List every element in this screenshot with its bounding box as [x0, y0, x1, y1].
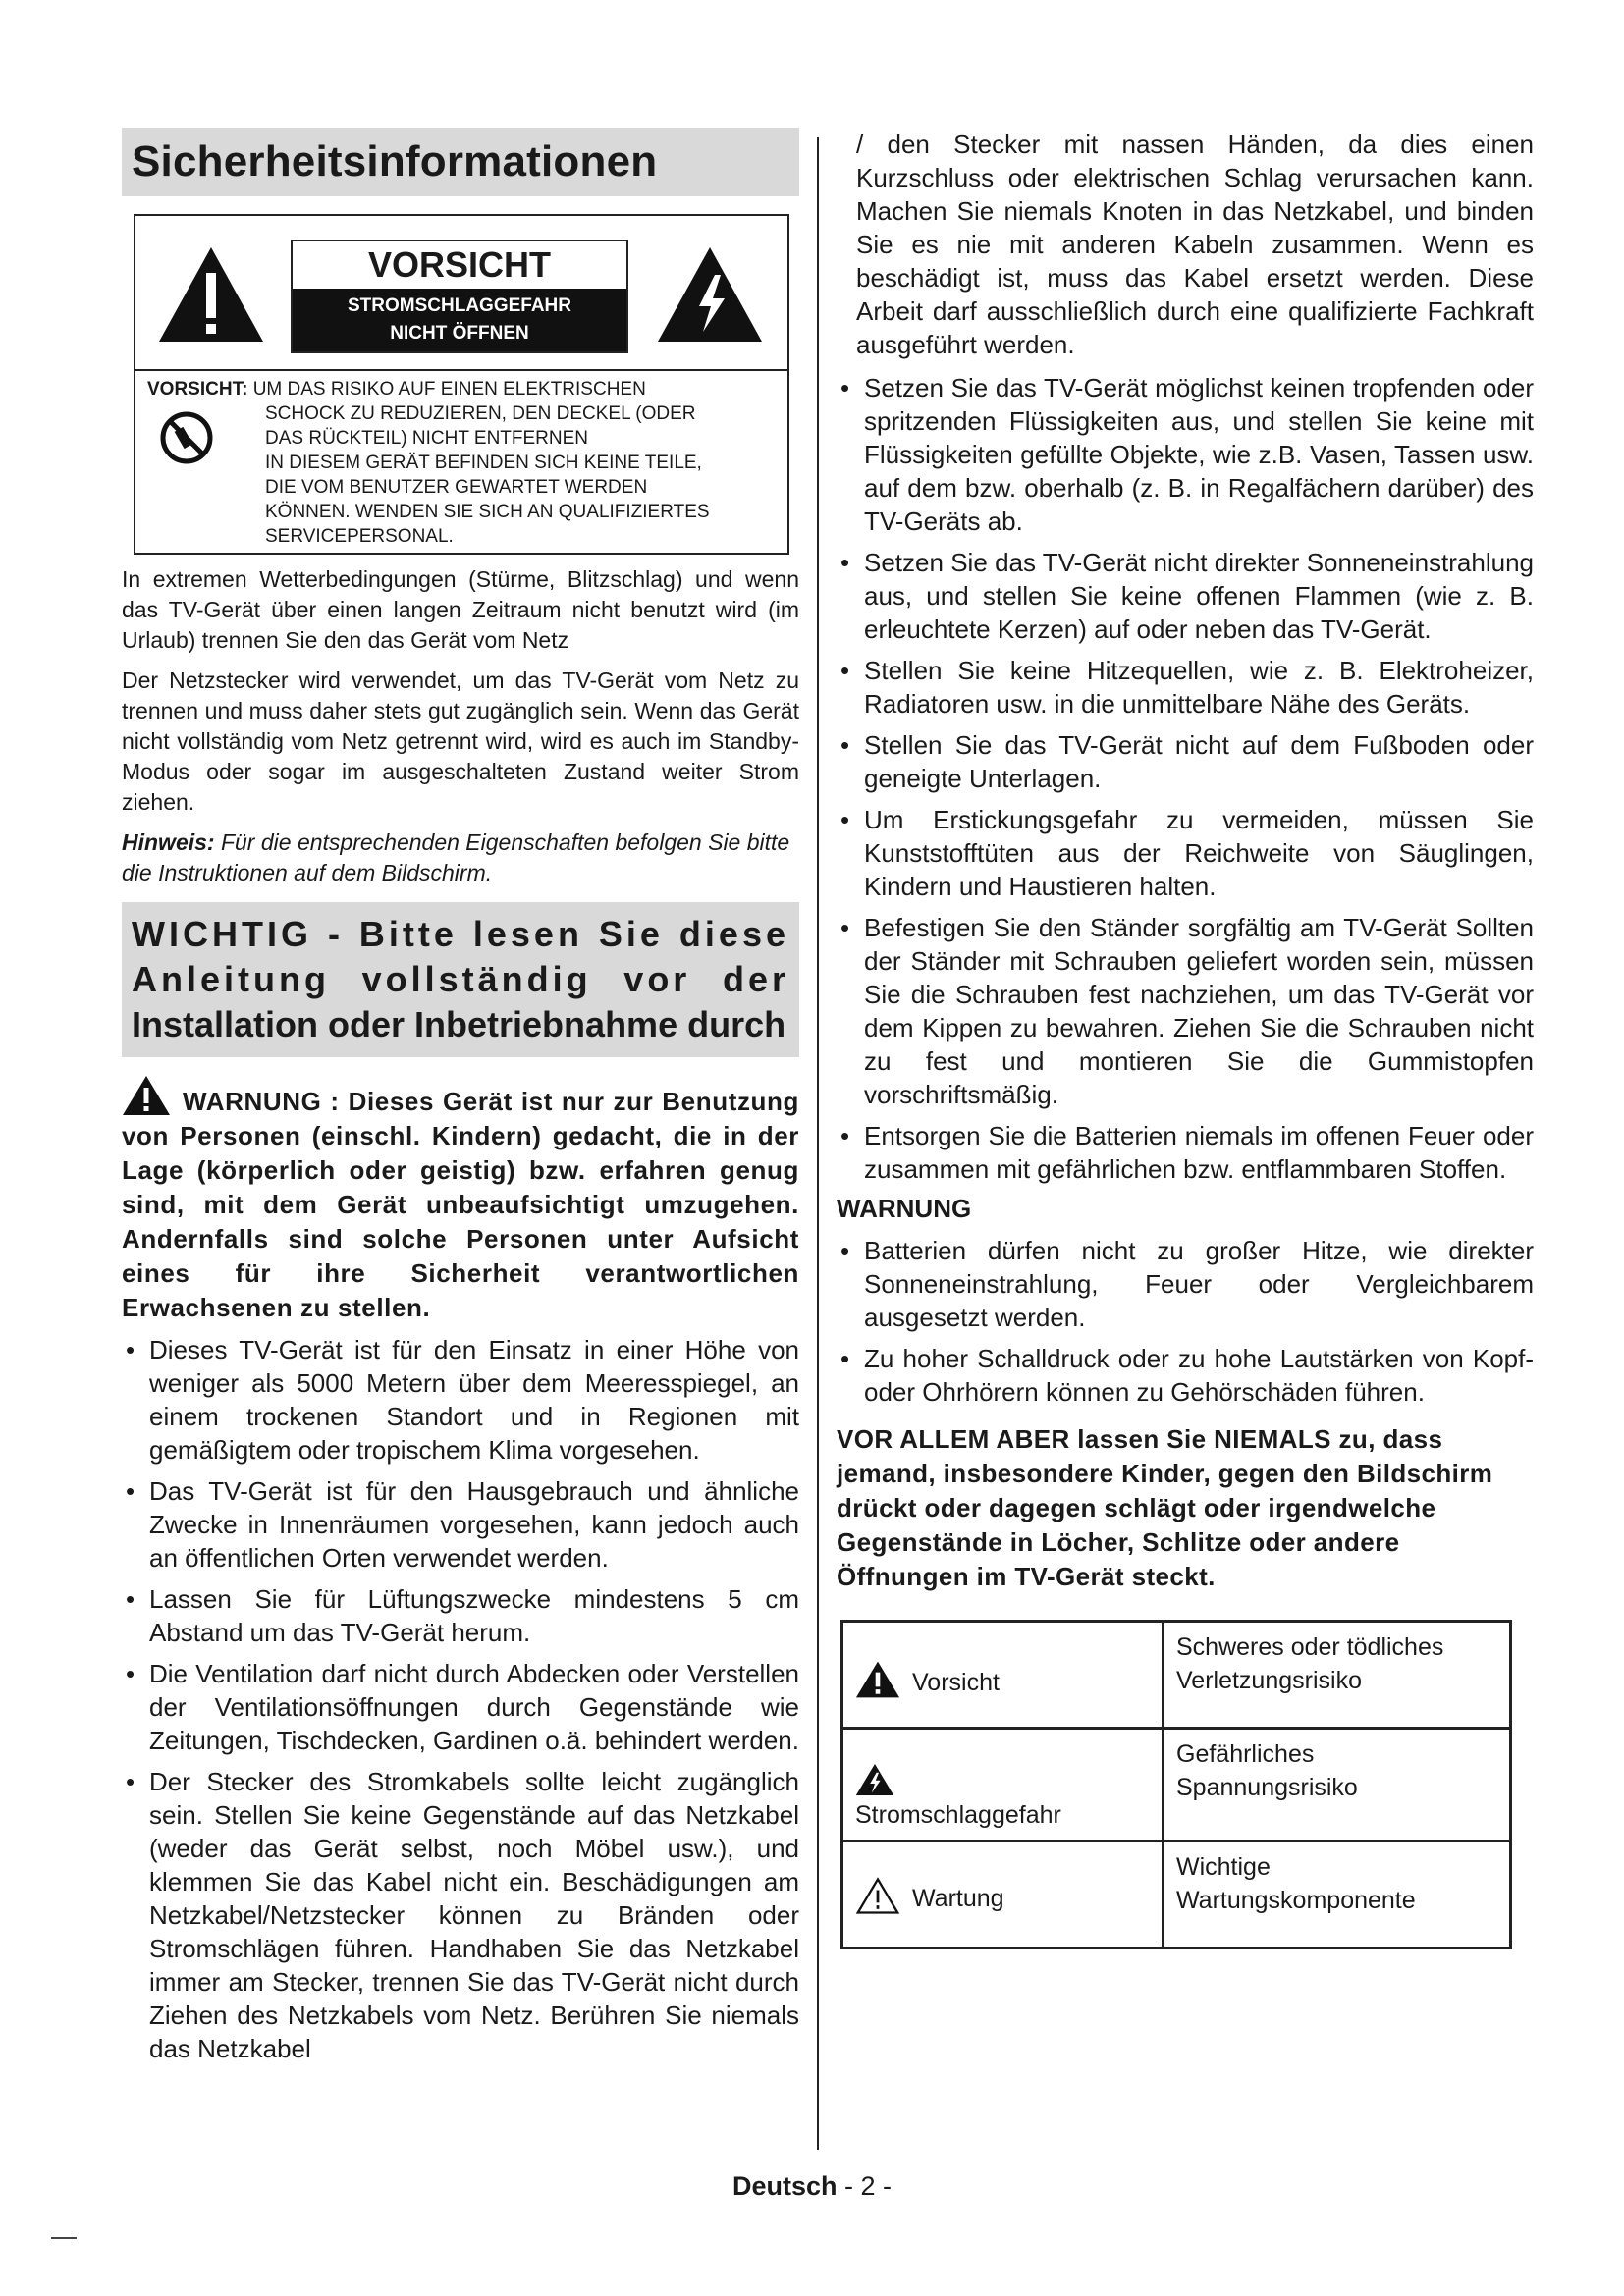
- page-number: - 2 -: [837, 2171, 893, 2201]
- legend-label: Vorsicht: [912, 1669, 1000, 1696]
- important-line-1: WICHTIG - Bitte lesen Sie diese: [132, 914, 789, 954]
- list-item: • Stellen Sie das TV-Gerät nicht auf dem Fußboden oder geneigte Unterlagen.: [837, 728, 1534, 795]
- electric-shock-triangle-icon: [855, 1761, 894, 1798]
- warning-heading: WARNUNG: [837, 1194, 972, 1223]
- warning-triangle-filled-icon: [855, 1660, 900, 1699]
- list-item: • Befestigen Sie den Ständer sorgfältig am TV-Gerät Sollten der Ständer mit Schrauben geliefert worden sein, müssen Sie die Schrauben fest nachziehen, um das TV-Gerät vor dem Kippen zu bewahren. Ziehen Sie die Schrauben nicht zu fest und montieren Sie die Gummistopfen vorschriftsmäßig.: [837, 911, 1534, 1111]
- list-item: • Batterien dürfen nicht zu großer Hitze, wie direkter Sonneneinstrahlung, Feuer oder Vergleichbarem ausgesetzt werden.: [837, 1234, 1534, 1334]
- legend-desc-line-1: Wichtige: [1176, 1853, 1271, 1881]
- list-item: • Um Erstickungsgefahr zu vermeiden, müssen Sie Kunststofftüten aus der Reichweite von Säuglingen, Kindern und Haustieren halten.: [837, 803, 1534, 903]
- vorsicht-subtitle: [293, 289, 626, 351]
- warning-triangle-icon: [122, 1075, 171, 1116]
- caution-box-top: [135, 216, 787, 371]
- table-row: [842, 1729, 1511, 1842]
- legend-symbol-cell: [842, 1622, 1164, 1729]
- note-label: Hinweis:: [122, 829, 215, 855]
- caution-box: [134, 214, 789, 555]
- vorsicht-title: VORSICHT: [367, 244, 551, 285]
- column-divider: [817, 137, 819, 2150]
- final-warning: VOR ALLEM ABER lassen Sie NIEMALS zu, dass jemand, insbesondere Kinder, gegen den Bildschirm drückt oder dagegen schlägt oder irgendwelche Gegenstände in Löcher, Schlitze oder andere Öffnungen im TV-Gerät steckt.: [837, 1424, 1493, 1591]
- weather-paragraph: In extremen Wetterbedingungen (Stürme, Blitzschlag) und wenn das TV-Gerät über einen langen Zeitraum nicht benutzt wird (im Urlaub) trennen Sie den das Gerät vom Netz: [122, 566, 799, 653]
- table-row: [842, 1622, 1511, 1729]
- lightning-triangle-icon: [656, 245, 764, 344]
- list-item: • Dieses TV-Gerät ist für den Einsatz in einer Höhe von weniger als 5000 Metern über dem Meeresspiegel, an einem trockenen Standort und in Regionen mit gemäßigtem oder tropischem Klima vorgesehen.: [122, 1333, 799, 1467]
- list-item: • Zu hoher Schalldruck oder zu hohe Lautstärken von Kopf- oder Ohrhörern können zu Gehörschäden führen.: [837, 1342, 1534, 1409]
- list-item: • Der Stecker des Stromkabels sollte leicht zugänglich sein. Stellen Sie keine Gegenstände auf das Netzkabel (weder das Gerät selbst, noch Möbel usw.), und klemmen Sie das Kabel nicht ein. Beschädigungen am Netzkabel/Netzstecker können zu Bränden oder Stromschlägen führen. Handhaben Sie das Netzkabel immer am Stecker, trennen Sie das TV-Gerät nicht durch Ziehen des Netzkabels vom Netz. Berühren Sie niemals das Netzkabel: [122, 1765, 799, 2065]
- vorsicht-sub-line-2: NICHT ÖFFNEN: [390, 323, 529, 344]
- legend-desc-line-2: Spannungsrisiko: [1176, 1774, 1358, 1801]
- continuation-paragraph: / den Stecker mit nassen Händen, da dies einen Kurzschluss oder elektrischen Schlag verursachen kann. Machen Sie niemals Knoten in das Netzkabel, und binden Sie es nie mit anderen Kabeln zusammen. Wenn es beschädigt ist, muss das Kabel ersetzt werden. Diese Arbeit darf ausschließlich durch eine qualifizierte Fachkraft ausgeführt werden.: [856, 130, 1534, 359]
- caution-line-7: SERVICEPERSONAL.: [265, 526, 454, 547]
- section-title: Sicherheitsinformationen: [122, 128, 799, 196]
- scan-mark: [51, 2237, 77, 2239]
- legend-description-cell: [1164, 1729, 1511, 1842]
- legend-description-cell: [1164, 1842, 1511, 1949]
- right-bullet-list: [837, 371, 1534, 1186]
- list-item: • Entsorgen Sie die Batterien niemals im offenen Feuer oder zusammen mit gefährlichen bzw. entflammbaren Stoffen.: [837, 1119, 1534, 1186]
- caution-line-1: UM DAS RISIKO AUF EINEN ELEKTRISCHEN: [252, 379, 646, 400]
- legend-symbol-cell: [842, 1842, 1164, 1949]
- caution-line-3: DAS RÜCKTEIL) NICHT ENTFERNEN: [265, 428, 589, 449]
- legend-desc-line-1: Schweres oder tödliches: [1176, 1633, 1444, 1661]
- legend-label: Stromschlaggefahr: [855, 1801, 1061, 1829]
- legend-symbol-cell: [842, 1729, 1164, 1842]
- page-footer: [0, 2171, 1624, 2202]
- warning-bullet-list: [837, 1234, 1534, 1409]
- note-text: Für die entsprechenden Eigenschaften befolgen Sie bitte die Instruktionen auf dem Bildschirm.: [122, 829, 790, 885]
- legend-desc-line-1: Gefährliches: [1176, 1740, 1315, 1768]
- caution-line-4: IN DIESEM GERÄT BEFINDEN SICH KEINE TEILE,: [265, 453, 702, 473]
- symbol-legend-table: [840, 1620, 1512, 1949]
- right-column: [837, 128, 1534, 1949]
- list-item: • Setzen Sie das TV-Gerät möglichst keinen tropfenden oder spritzenden Flüssigkeiten aus, und stellen Sie keine mit Flüssigkeiten gefüllte Objekte, wie z.B. Vasen, Tassen usw. auf dem bzw. oberhalb (z. B. in Regalfächern darüber) des TV-Geräts ab.: [837, 371, 1534, 538]
- list-item: • Setzen Sie das TV-Gerät nicht direkter Sonneneinstrahlung aus, und stellen Sie keine offenen Flammen (wie z. B. erleuchtete Kerzen) auf oder neben das TV-Gerät.: [837, 546, 1534, 646]
- caution-line-5: DIE VOM BENUTZER GEWARTET WERDEN: [265, 477, 648, 498]
- table-row: [842, 1842, 1511, 1949]
- vorsicht-label: [291, 240, 628, 353]
- mains-plug-paragraph: Der Netzstecker wird verwendet, um das TV-Gerät vom Netz zu trennen und muss daher stets gut zugänglich sein. Wenn das Gerät nicht vollständig vom Netz getrennt wird, wird es auch im Standby-Modus oder sogar im ausgeschalteten Zustand weiter Strom ziehen.: [122, 667, 799, 815]
- note-paragraph: [122, 828, 799, 888]
- legend-label: Wartung: [912, 1885, 1004, 1912]
- left-bullet-list: [122, 1333, 799, 2065]
- caution-line-6: KÖNNEN. WENDEN SIE SICH AN QUALIFIZIERTES: [265, 502, 710, 522]
- legend-desc-line-2: Verletzungsrisiko: [1176, 1667, 1362, 1694]
- left-column: [122, 128, 799, 2073]
- important-line-2: Anleitung vollständig vor der: [132, 959, 789, 999]
- vorsicht-sub-line-1: STROMSCHLAGGEFAHR: [348, 295, 571, 316]
- list-item: • Die Ventilation darf nicht durch Abdecken oder Verstellen der Ventilationsöffnungen durch Gegenstände wie Zeitungen, Tischdecken, Gardinen o.ä. behindert werden.: [122, 1657, 799, 1757]
- legend-desc-line-2: Wartungskomponente: [1176, 1887, 1416, 1914]
- caution-text: [135, 371, 787, 553]
- legend-description-cell: [1164, 1622, 1511, 1729]
- footer-language: Deutsch: [731, 2171, 838, 2201]
- no-user-serviceable-icon: [159, 410, 214, 465]
- caution-line-2: SCHOCK ZU REDUZIEREN, DEN DECKEL (ODER: [265, 403, 696, 424]
- important-line-3: Installation oder Inbetriebnahme durch: [132, 1004, 786, 1044]
- caution-lead: VORSICHT:: [147, 379, 248, 400]
- list-item: • Stellen Sie keine Hitzequellen, wie z. B. Elektroheizer, Radiatoren usw. in die unmittelbare Nähe des Geräts.: [837, 654, 1534, 721]
- warning-triangle-outline-icon: [855, 1876, 900, 1915]
- warning-text: WARNUNG : Dieses Gerät ist nur zur Benutzung von Personen (einschl. Kindern) gedacht, die in der Lage (körperlich oder geistig) bzw. erfahren genug sind, mit dem Gerät unbeaufsichtigt umzugehen. Andernfalls sind solche Personen unter Aufsicht eines für ihre Sicherheit verantwortlichen Erwachsenen zu stellen.: [122, 1087, 799, 1322]
- list-item: • Das TV-Gerät ist für den Hausgebrauch und ähnliche Zwecke in Innenräumen vorgesehen, kann jedoch auch an öffentlichen Orten verwendet werden.: [122, 1474, 799, 1575]
- exclamation-triangle-icon: [157, 245, 265, 344]
- important-heading: [122, 902, 799, 1057]
- warning-paragraph: [122, 1075, 799, 1325]
- list-item: • Lassen Sie für Lüftungszwecke mindestens 5 cm Abstand um das TV-Gerät herum.: [122, 1582, 799, 1649]
